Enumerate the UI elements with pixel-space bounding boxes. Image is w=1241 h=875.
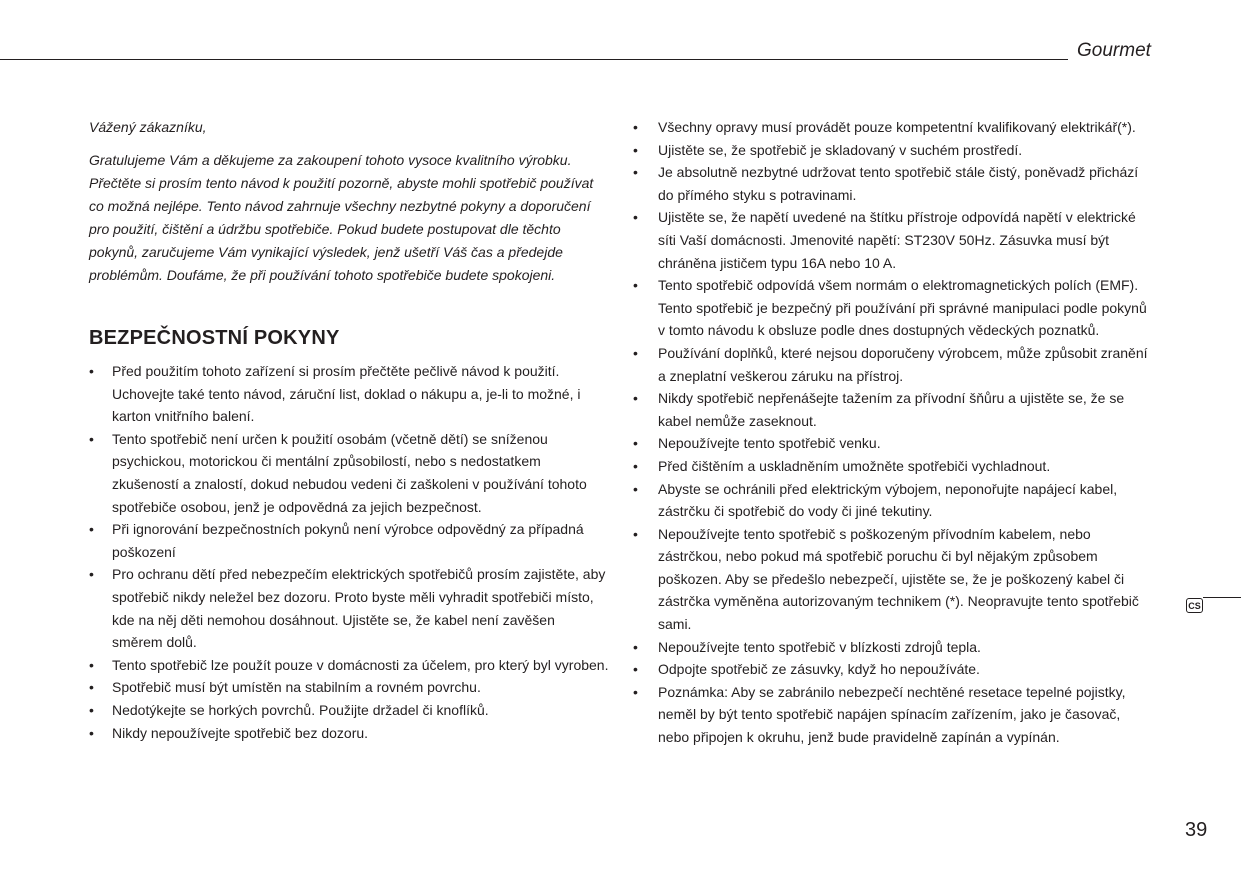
list-item: • Pro ochranu dětí před nebezpečím elektrických spotřebičů prosím zajistěte, aby spotřebič nikdy neležel bez dozoru. Proto byste měli vyhradit spotřebiči místo, kde na něj děti nemohou dosáhnout. Ujistěte se, že kabel není zavěšen směrem dolů. <box>89 563 609 653</box>
list-item: • Všechny opravy musí provádět pouze kompetentní kvalifikovaný elektrikář(*). <box>633 116 1155 139</box>
bullet-icon: • <box>89 363 94 379</box>
bullet-icon: • <box>633 390 638 407</box>
bullet-icon: • <box>633 209 638 226</box>
list-item: • Tento spotřebič není určen k použití osobám (včetně dětí) se sníženou psychickou, motorickou či mentální způsobilostí, nebo s nedostatkem zkušeností a znalostí, dokud nebudou vedeni či zaškoleni v používání tohoto spotřebiče osobou, jenž je odpovědná za jejich bezpečnost. <box>89 428 609 518</box>
bullet-icon: • <box>633 435 638 452</box>
right-column <box>633 116 1155 749</box>
bullet-icon: • <box>89 521 94 538</box>
list-item: • Tento spotřebič lze použít pouze v domácnosti za účelem, pro který byl vyroben. <box>89 654 609 677</box>
list-item: • Nepoužívejte tento spotřebič s poškozeným přívodním kabelem, nebo zástrčkou, nebo pokud má spotřebič poruchu či byl nějakým způsobem poškozen. Aby se předešlo nebezpečí, ujistěte se, že je poškozený kabel či zástrčka vyměněna autorizovaným technikem (*). Neopravujte tento spotřebič sami. <box>633 523 1155 636</box>
header-rule <box>0 59 1068 60</box>
list-item: • Používání doplňků, které nejsou doporučeny výrobcem, může způsobit zranění a zneplatní veškerou záruku na přístroj. <box>633 342 1155 387</box>
list-item: • Poznámka: Aby se zabránilo nebezpečí nechtěné resetace tepelné pojistky, neměl by být tento spotřebič napájen spínacím zařízením, jako je časovač, nebo připojen k okruhu, jenž bude pravidelně zapínán a vypínán. <box>633 681 1155 749</box>
safety-list-right <box>633 116 1155 749</box>
list-item: • Nikdy nepoužívejte spotřebič bez dozoru. <box>89 722 609 745</box>
language-tab: CS <box>1186 598 1203 613</box>
list-item: • Při ignorování bezpečnostních pokynů není výrobce odpovědný za případná poškození <box>89 518 609 563</box>
intro-paragraph: Gratulujeme Vám a děkujeme za zakoupení tohoto vysoce kvalitního výrobku. Přečtěte si prosím tento návod k použití pozorně, abyste mohli spotřebič používat co možná nejlépe. Tento návod zahrnuje všechny nezbytné pokyny a doporučení pro použití, čištění a údržbu spotřebiče. Pokud budete postupovat dle těchto pokynů, zaručujeme Vám vynikající výsledek, jenž ušetří Váš čas a předejde problémům. Doufáme, že při používání tohoto spotřebiče budete spokojeni. <box>89 152 594 283</box>
bullet-icon: • <box>89 724 94 741</box>
list-item: • Nikdy spotřebič nepřenášejte tažením za přívodní šňůru a ujistěte se, že se kabel nemůže zaseknout. <box>633 387 1155 432</box>
bullet-icon: • <box>89 701 94 718</box>
bullet-icon: • <box>633 277 638 294</box>
bullet-icon: • <box>633 661 638 678</box>
language-tab-rule <box>1203 597 1241 598</box>
bullet-icon: • <box>633 344 638 361</box>
list-item: • Ujistěte se, že spotřebič je skladovaný v suchém prostředí. <box>633 139 1155 162</box>
bullet-icon: • <box>633 164 638 181</box>
bullet-icon: • <box>89 430 94 447</box>
list-item: • Nedotýkejte se horkých povrchů. Použijte držadel či knoflíků. <box>89 699 609 722</box>
left-column <box>89 116 609 744</box>
bullet-icon: • <box>633 480 638 497</box>
list-item: • Nepoužívejte tento spotřebič v blízkosti zdrojů tepla. <box>633 636 1155 659</box>
bullet-icon: • <box>89 679 94 696</box>
bullet-icon: • <box>89 656 94 673</box>
bullet-icon: • <box>633 638 638 655</box>
list-item: • Je absolutně nezbytné udržovat tento spotřebič stále čistý, poněvadž přichází do přímého styku s potravinami. <box>633 161 1155 206</box>
safety-list-left <box>89 360 609 744</box>
list-item: • Spotřebič musí být umístěn na stabilním a rovném povrchu. <box>89 676 609 699</box>
brand-name: Gourmet <box>1077 40 1151 61</box>
bullet-icon: • <box>633 457 638 474</box>
section-heading: BEZPEČNOSTNÍ POKYNY <box>89 327 340 349</box>
list-item: • Tento spotřebič odpovídá všem normám o elektromagnetických polích (EMF). Tento spotřebič je bezpečný při používání při správné manipulaci podle pokynů v tomto návodu k obsluze podle dnes dostupných vědeckých poznatků. <box>633 274 1155 342</box>
page-number: 39 <box>1185 819 1208 841</box>
bullet-icon: • <box>633 683 638 700</box>
list-item: • Před použitím tohoto zařízení si prosím přečtěte pečlivě návod k použití. Uchovejte také tento návod, záruční list, doklad o nákupu a, je-li to možné, i karton vnitřního balení. <box>89 360 609 428</box>
list-item: • Abyste se ochránili před elektrickým výbojem, neponořujte napájecí kabel, zástrčku či spotřebič do vody či jiné tekutiny. <box>633 478 1155 523</box>
list-item: • Odpojte spotřebič ze zásuvky, když ho nepoužíváte. <box>633 658 1155 681</box>
list-item: • Ujistěte se, že napětí uvedené na štítku přístroje odpovídá napětí v elektrické síti Vaší domácnosti. Jmenovité napětí: ST230V 50Hz. Zásuvka musí být chráněna jističem typu 16A nebo 10 A. <box>633 206 1155 274</box>
list-item: • Nepoužívejte tento spotřebič venku. <box>633 432 1155 455</box>
bullet-icon: • <box>633 119 638 135</box>
list-item: • Před čištěním a uskladněním umožněte spotřebiči vychladnout. <box>633 455 1155 478</box>
greeting: Vážený zákazníku, <box>89 119 207 135</box>
bullet-icon: • <box>633 525 638 542</box>
bullet-icon: • <box>633 141 638 158</box>
bullet-icon: • <box>89 566 94 583</box>
